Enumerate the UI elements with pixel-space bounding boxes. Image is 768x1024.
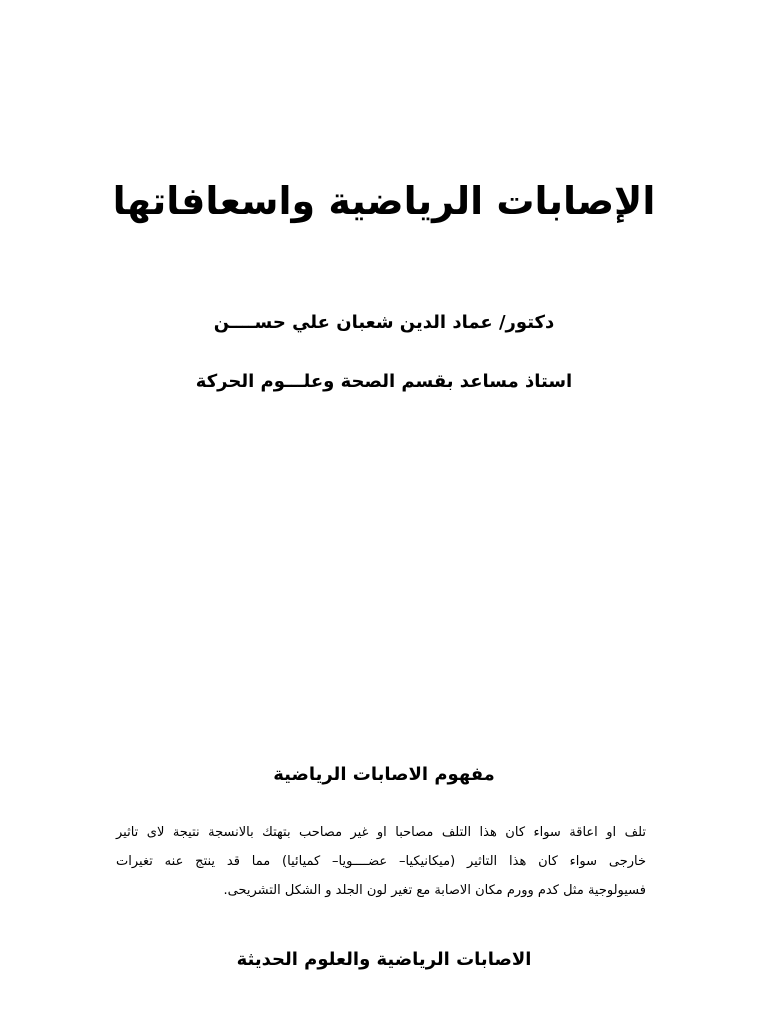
paragraph-line: تلف او اعاقة سواء كان هذا التلف مصاحبا او غير مصاحب بتهتك بالانسجة نتيجة لاى تاثير xyxy=(116,825,646,840)
section-heading-concept: مفهوم الاصابات الرياضية xyxy=(273,764,495,785)
paragraph-line: فسيولوجية مثل كدم وورم مكان الاصابة مع تغير لون الجلد و الشكل التشريحى. xyxy=(223,883,646,898)
author-name: دكتور/ عماد الدين شعبان علي حســــن xyxy=(213,312,555,333)
author-position: استاذ مساعد بقسم الصحة وعلـــوم الحركة xyxy=(195,371,573,392)
section-heading-modern-sciences: الاصابات الرياضية والعلوم الحديثة xyxy=(236,949,532,970)
definition-paragraph xyxy=(116,818,646,905)
document-title: الإصابات الرياضية واسعافاتها xyxy=(112,179,656,223)
paragraph-line: خارجى سواء كان هذا التاثير (ميكانيكيا– عضــــويا– كميائيا) مما قد ينتج عنه تغيرات xyxy=(116,854,646,869)
